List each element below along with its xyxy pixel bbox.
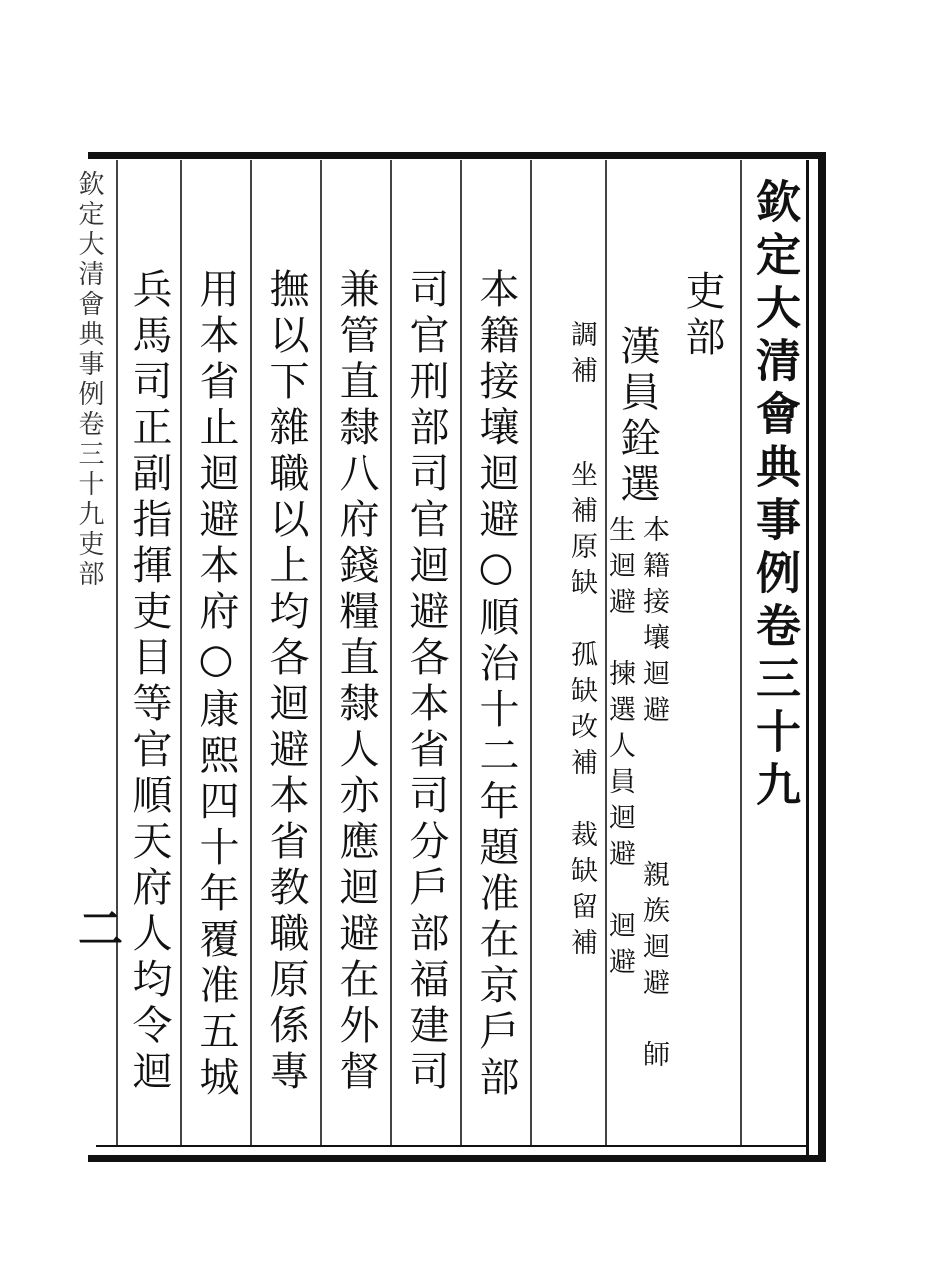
section-title: 吏部: [679, 270, 725, 362]
heading: 漢員銓選: [614, 325, 660, 509]
column-rule: [530, 160, 532, 1145]
frame-bottom-rule: [96, 1145, 806, 1147]
note-line: 生迴避 揀選人員迴避 迴避: [604, 515, 635, 983]
column-rule: [320, 160, 322, 1145]
body-column: 司官刑部司官迴避各本省司分戶部福建司: [403, 268, 449, 1096]
column-rule: [180, 160, 182, 1145]
column-rule: [460, 160, 462, 1145]
body-column: 兵馬司正副指揮吏目等官順天府人均令迴: [126, 268, 172, 1096]
body-column: 兼管直隸八府錢糧直隸人亦應迴避在外督: [333, 268, 379, 1096]
margin-title: 欽定大清會典事例卷三十九吏部: [74, 170, 104, 590]
column-rule: [740, 160, 742, 1145]
note-line: 坐補原缺 孤缺改補 裁缺留補: [566, 460, 597, 964]
body-column: 本籍接壤迴避○順治十二年題准在京戶部: [473, 268, 519, 1102]
book-title: 欽定大清會典事例卷三十九: [748, 178, 801, 814]
column-rule: [116, 160, 118, 1145]
page-number: 二: [70, 905, 123, 958]
note-line: 調補: [566, 320, 597, 392]
note-line: 親族迴避 師: [638, 860, 669, 1076]
subheading: 本籍接壤迴避: [638, 515, 669, 731]
body-column: 用本省止迴避本府○康熙四十年覆准五城: [193, 268, 239, 1102]
column-rule: [390, 160, 392, 1145]
column-rule: [250, 160, 252, 1145]
frame-inner-rule: [806, 160, 809, 1155]
body-column: 撫以下雜職以上均各迴避本省教職原係專: [263, 268, 309, 1096]
